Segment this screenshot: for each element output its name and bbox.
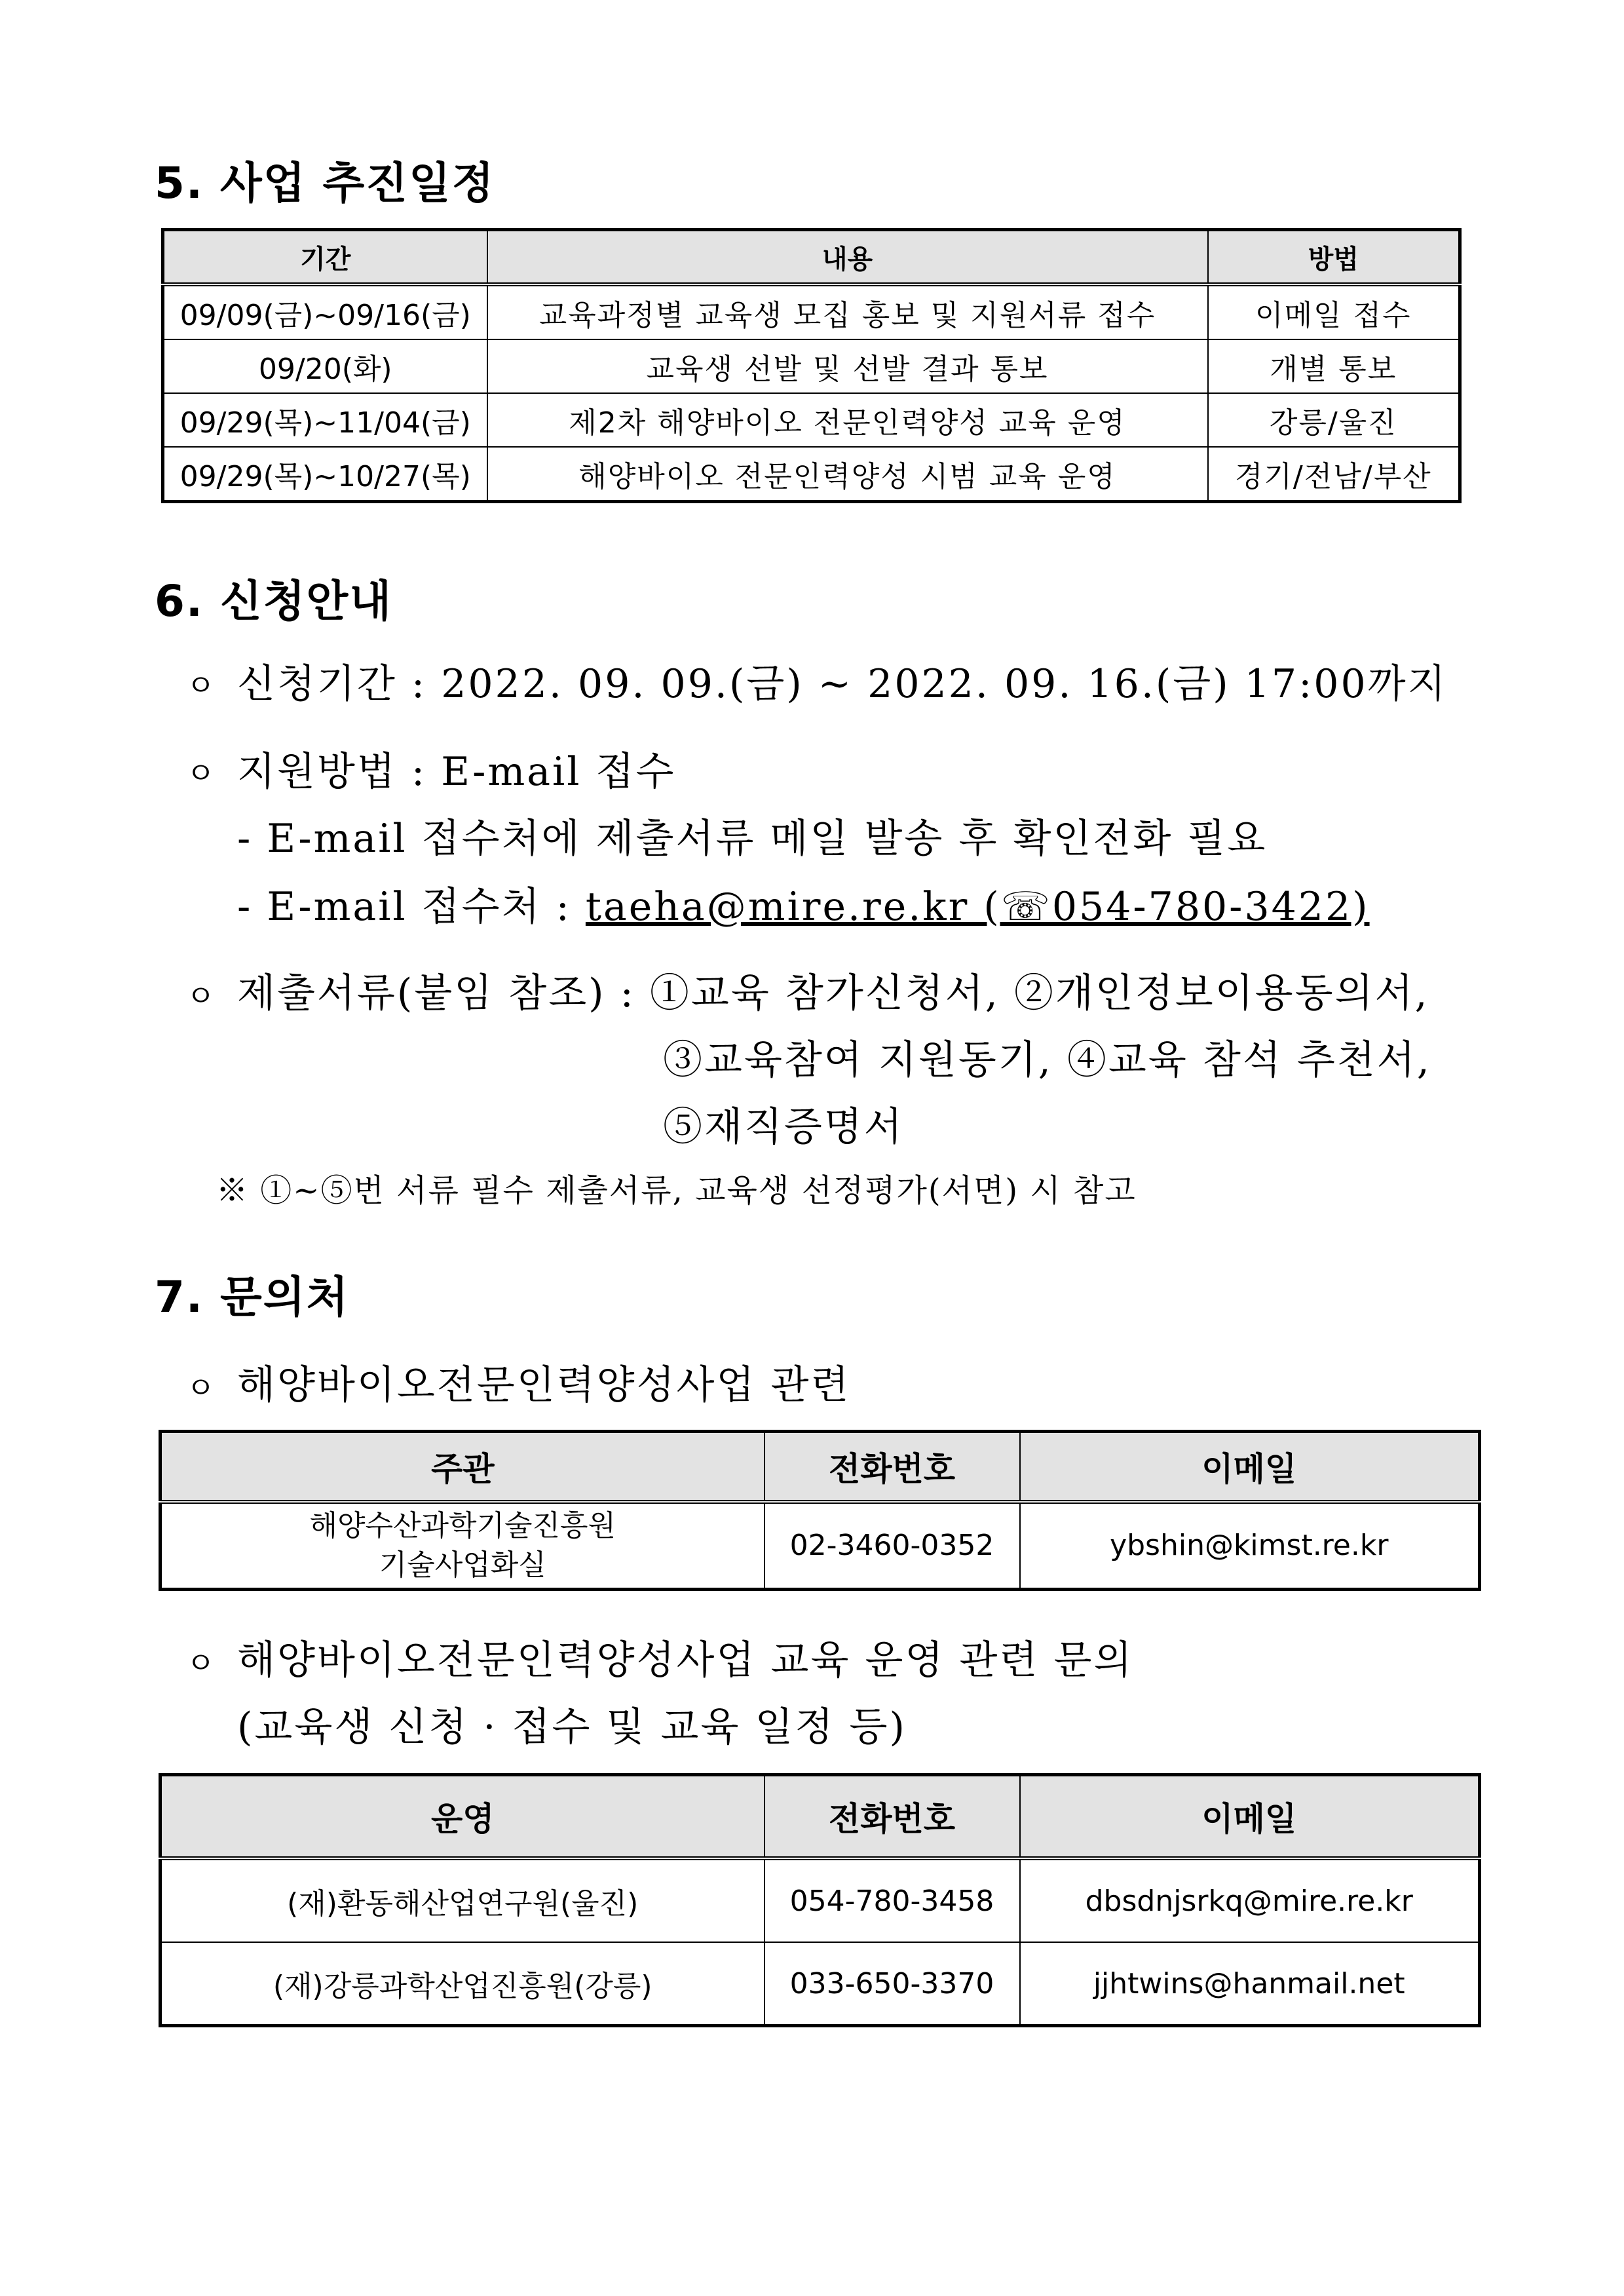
cell-operator: (재)강릉과학산업진흥원(강릉) <box>161 1942 765 2026</box>
application-method-note: - E-mail 접수처에 제출서류 메일 발송 후 확인전화 필요 <box>237 816 1268 862</box>
cell-method: 경기/전남/부산 <box>1208 447 1460 502</box>
organizer-name-line2: 기술사업화실 <box>379 1548 546 1582</box>
contact-header-row <box>161 1775 1480 1859</box>
header-phone: 전화번호 <box>765 1775 1020 1859</box>
cell-operator: (재)환동해산업연구원(울진) <box>161 1858 765 1942</box>
organizer-name-line1: 해양수산과학기술진흥원 <box>309 1509 616 1542</box>
table-row <box>163 284 1460 339</box>
contact-item-1: 해양바이오전문인력양성사업 관련 <box>237 1362 851 1408</box>
cell-content: 교육과정별 교육생 모집 홍보 및 지원서류 접수 <box>487 284 1208 339</box>
table-row <box>161 1858 1480 1942</box>
schedule-header-row <box>163 230 1460 285</box>
cell-content: 제2차 해양바이오 전문인력양성 교육 운영 <box>487 393 1208 447</box>
required-documents-line2: ③교육참여 지원동기, ④교육 참석 추천서, <box>663 1037 1431 1083</box>
application-period: 신청기간 : 2022. 09. 09.(금) ~ 2022. 09. 16.(금) 17:00까지 <box>237 661 1448 707</box>
cell-organizer <box>161 1502 765 1590</box>
header-organizer: 주관 <box>161 1432 765 1502</box>
cell-period: 09/20(화) <box>163 339 487 393</box>
bullet-icon: ㅇ <box>186 1370 216 1406</box>
header-operator: 운영 <box>161 1775 765 1859</box>
bullet-icon: ㅇ <box>186 1645 216 1681</box>
contact-table-organizer <box>159 1430 1481 1591</box>
schedule-table <box>161 228 1462 503</box>
bullet-icon: ㅇ <box>186 756 216 791</box>
table-row <box>163 447 1460 502</box>
table-row <box>163 393 1460 447</box>
cell-email[interactable]: ybshin@kimst.re.kr <box>1020 1502 1480 1590</box>
application-method: 지원방법 : E-mail 접수 <box>237 749 676 795</box>
bullet-icon: ㅇ <box>186 978 216 1014</box>
documents-note: ※ ①~⑤번 서류 필수 제출서류, 교육생 선정평가(서면) 시 참고 <box>216 1172 1137 1209</box>
cell-method: 이메일 접수 <box>1208 284 1460 339</box>
cell-phone: 033-650-3370 <box>765 1942 1020 2026</box>
cell-phone: 054-780-3458 <box>765 1858 1020 1942</box>
contact-table-operators <box>159 1773 1481 2027</box>
cell-method: 강릉/울진 <box>1208 393 1460 447</box>
contact-header-row <box>161 1432 1480 1502</box>
email-label: - E-mail 접수처 : <box>237 884 586 930</box>
submission-email-link[interactable]: taeha@mire.re.kr (☏054-780-3422) <box>585 884 1370 930</box>
header-email: 이메일 <box>1020 1775 1480 1859</box>
required-documents-line3: ⑤재직증명서 <box>663 1104 904 1150</box>
section-7-heading: 7. 문의처 <box>155 1272 350 1322</box>
application-email-line <box>237 875 1370 932</box>
header-period: 기간 <box>163 230 487 285</box>
cell-period: 09/09(금)~09/16(금) <box>163 284 487 339</box>
contact-item-2-line1: 해양바이오전문인력양성사업 교육 운영 관련 문의 <box>237 1637 1134 1683</box>
contact-item-2-line2: (교육생 신청 · 접수 및 교육 일정 등) <box>237 1704 907 1750</box>
header-method: 방법 <box>1208 230 1460 285</box>
cell-method: 개별 통보 <box>1208 339 1460 393</box>
cell-period: 09/29(목)~10/27(목) <box>163 447 487 502</box>
table-row <box>161 1502 1480 1590</box>
bullet-icon: ㅇ <box>186 668 216 703</box>
section-5-heading: 5. 사업 추진일정 <box>155 158 495 208</box>
cell-period: 09/29(목)~11/04(금) <box>163 393 487 447</box>
cell-phone: 02-3460-0352 <box>765 1502 1020 1590</box>
cell-content: 해양바이오 전문인력양성 시범 교육 운영 <box>487 447 1208 502</box>
header-email: 이메일 <box>1020 1432 1480 1502</box>
table-row <box>163 339 1460 393</box>
cell-email[interactable]: jjhtwins@hanmail.net <box>1020 1942 1480 2026</box>
header-content: 내용 <box>487 230 1208 285</box>
required-documents-line1: 제출서류(붙임 참조) : ①교육 참가신청서, ②개인정보이용동의서, <box>237 970 1429 1016</box>
cell-email[interactable]: dbsdnjsrkq@mire.re.kr <box>1020 1858 1480 1942</box>
cell-content: 교육생 선발 및 선발 결과 통보 <box>487 339 1208 393</box>
table-row <box>161 1942 1480 2026</box>
header-phone: 전화번호 <box>765 1432 1020 1502</box>
section-6-heading: 6. 신청안내 <box>155 576 392 626</box>
